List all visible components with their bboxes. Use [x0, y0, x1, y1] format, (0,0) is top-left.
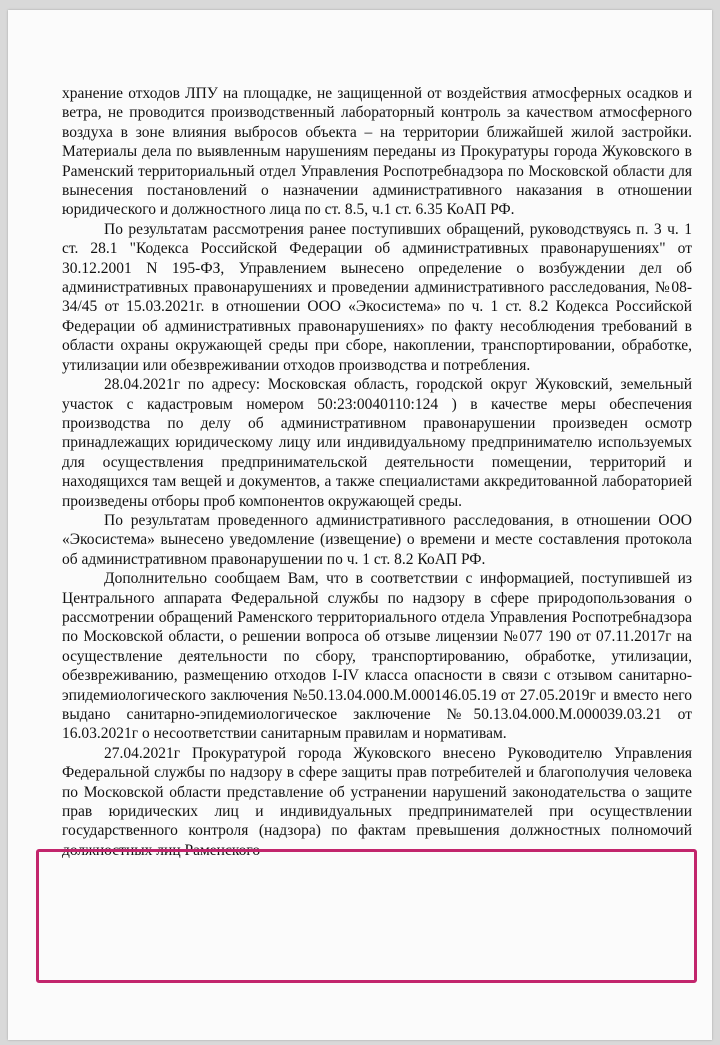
document-page	[8, 10, 712, 1040]
paragraph-5: Дополнительно сообщаем Вам, что в соответствии с информацией, поступившей из Центрального аппарата Федеральной службы по надзору в сфере природопользования о рассмотрении обращений Раменского территориального отдела Управления Роспотребнадзора по Московской области, о решении вопроса об отзыве лицензии №077 190 от 07.11.2017г на осуществление деятельности по сбору, транспортированию, обработке, утилизации, обезвреживанию, размещению отходов I-IV класса опасности в связи с отзывом санитарно-эпидемиологического заключения №50.13.04.000.М.000146.05.19 от 27.05.2019г и вместо него выдано санитарно-эпидемиологическое заключение №50.13.04.000.М.000039.03.21 от 16.03.2021г о несоответствии санитарным правилам и нормативам.	[62, 570, 692, 743]
paragraph-1: хранение отходов ЛПУ на площадке, не защищенной от воздействия атмосферных осадков и ветра, не проводится производственный лабораторный контроль за качеством атмосферного воздуха в зоне влияния выбросов объекта – на территории ближайшей жилой застройки. Материалы дела по выявленным нарушениям переданы из Прокуратуры города Жуковского в Раменский территориальный отдел Управления Роспотребнадзора по Московской области для вынесения постановлений о назначении административного наказания в отношении юридического и должностного лица по ст. 8.5, ч.1 ст. 6.35 КоАП РФ.	[62, 85, 692, 219]
document-body	[62, 84, 692, 860]
paragraph-6: 27.04.2021г Прокуратурой города Жуковского внесено Руководителю Управления Федеральной службы по надзору в сфере защиты прав потребителей и благополучия человека по Московской области представление об устранении нарушений законодательства о защите прав юридических лиц и индивидуальных предпринимателей при осуществлении государственного контроля (надзора) по фактам превышения должностных полномочий должностных лиц Раменского	[62, 744, 692, 859]
paragraph-2: По результатам рассмотрения ранее поступивших обращений, руководствуясь п. 3 ч. 1 ст. 28.1 "Кодекса Российской Федерации об административных правонарушениях" от 30.12.2001 N 195-ФЗ, Управлением вынесено определение о возбуждении дел об административных правонарушениях и проведении административного расследования, №08-34/45 от 15.03.2021г. в отношении ООО «Экосистема» по ч. 1 ст. 8.2 Кодекса Российской Федерации об административных правонарушениях» по факту несоблюдения требований в области охраны окружающей среды при сборе, накоплении, транспортировании, обработке, утилизации или обезвреживании отходов производства и потребления.	[62, 220, 692, 374]
paragraph-4: По результатам проведенного административного расследования, в отношении ООО «Экосистема» вынесено уведомление (извещение) о времени и месте составления протокола об административном правонарушении по ч. 1 ст. 8.2 КоАП РФ.	[62, 511, 692, 568]
paragraph-3: 28.04.2021г по адресу: Московская область, городской округ Жуковский, земельный участок с кадастровым номером 50:23:0040110:124 ) в качестве меры обеспечения производства по делу об административном правонарушении произведен осмотр принадлежащих юридическому лицу или индивидуальному предпринимателю используемых для осуществления предпринимательской деятельности помещении, территорий и находящихся там вещей и документов, а также специалистами аккредитованной лабораторией произведены отборы проб компонентов окружающей среды.	[62, 376, 692, 510]
